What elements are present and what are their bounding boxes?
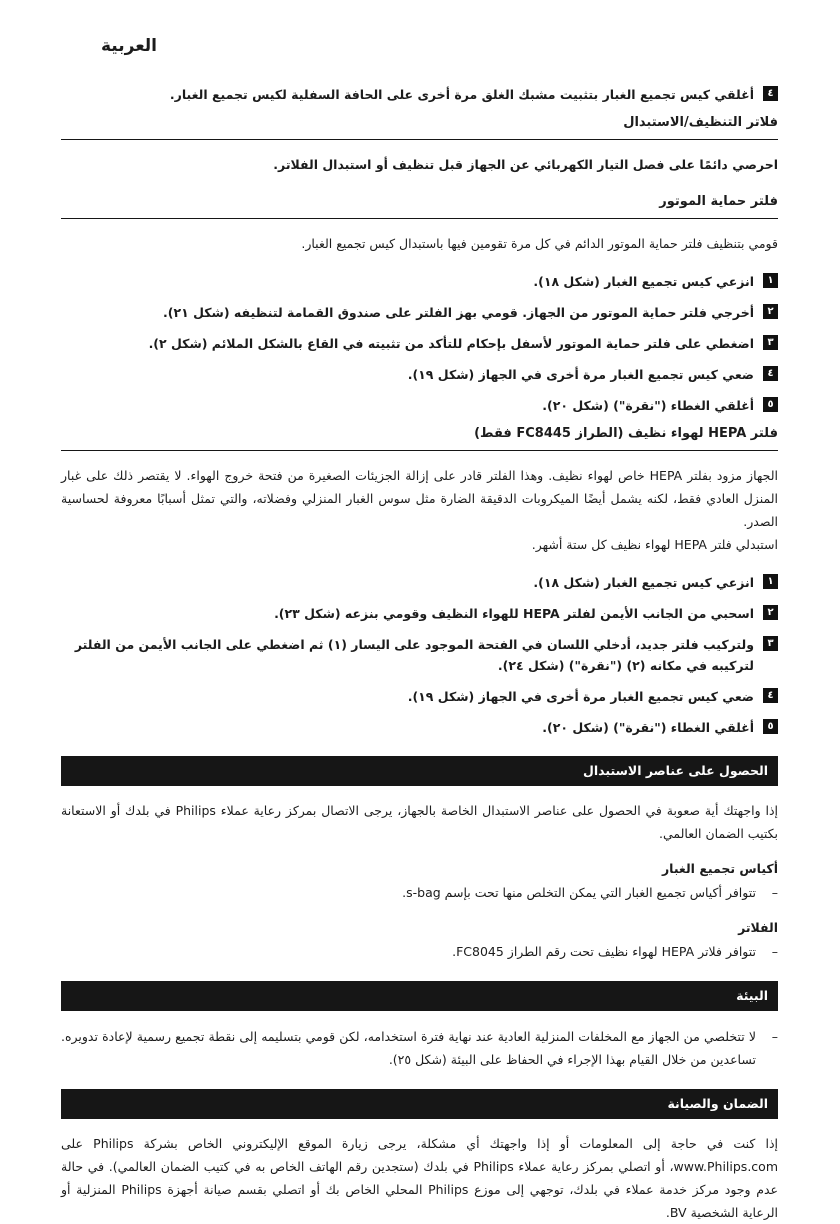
page-title: العربية <box>101 36 158 56</box>
step-item <box>61 686 778 707</box>
section-heading-hepa: فلتر HEPA لهواء نظيف (الطراز FC8445 فقط) <box>61 426 778 451</box>
dustbags-item <box>61 881 778 904</box>
step-text: اضغطي على فلتر حماية الموتور لأسفل بإحكام للتأكد من تثبيته في القاع بالشكل الملائم (شكل ٢). <box>148 336 754 351</box>
dash-item-text: لا تتخلصي من الجهاز مع المخلفات المنزلية العادية عند نهاية فترة استخدامه، لكن قومي بتسليمه إلى نقطة تجميع رسمية لإعادة تدويره. تساعدين من خلال القيام بهذا الإجراء في الحفاظ على البيئة (شكل ٢٥). <box>61 1029 756 1067</box>
step-item <box>61 271 778 292</box>
step-number-badge: ٤ <box>763 366 778 381</box>
step-text: ضعي كيس تجميع الغبار مرة أخرى في الجهاز (شكل ١٩). <box>407 367 754 382</box>
step-text: اسحبي من الجانب الأيمن لفلتر HEPA للهواء النظيف وقومي بنزعه (شكل ٢٣). <box>274 606 754 621</box>
step-text: أغلقي الغطاء ("نقرة") (شكل ٢٠). <box>542 720 754 735</box>
filters-item <box>61 940 778 963</box>
step-number-badge: ٤ <box>763 688 778 703</box>
dash-bullet: – <box>771 1029 778 1044</box>
bar-heading-environment: البيئة <box>61 981 778 1011</box>
step-number-badge: ٤ <box>763 86 778 101</box>
motor-filter-steps <box>61 271 778 416</box>
motor-filter-intro: قومي بتنظيف فلتر حماية الموتور الدائم في كل مرة تقومين فيها باستبدال كيس تجميع الغبار. <box>301 236 778 251</box>
step-text: انزعي كيس تجميع الغبار (شكل ١٨). <box>533 575 754 590</box>
step-text: انزعي كيس تجميع الغبار (شكل ١٨). <box>533 274 754 289</box>
step-item <box>61 302 778 323</box>
step-number-badge: ٣ <box>763 636 778 651</box>
section-heading-filters: فلاتر التنظيف/الاستبدال <box>61 115 778 140</box>
bar-heading-replacement: الحصول على عناصر الاستبدال <box>61 756 778 786</box>
dash-item-text: تتوافر أكياس تجميع الغبار التي يمكن التخلص منها تحت بإسم s-bag. <box>402 885 756 900</box>
step-item <box>61 333 778 354</box>
dash-item-text: تتوافر فلاتر HEPA لهواء نظيف تحت رقم الطراز FC8045. <box>452 944 756 959</box>
dash-bullet: – <box>771 885 778 900</box>
dash-bullet: – <box>771 944 778 959</box>
step-text: ضعي كيس تجميع الغبار مرة أخرى في الجهاز (شكل ١٩). <box>407 689 754 704</box>
replacement-intro: إذا واجهتك أية صعوبة في الحصول على عناصر الاستبدال الخاصة بالجهاز، يرجى الاتصال بمركز رعاية عملاء Philips في بلدك أو الاستعانة بكتيب الضمان العالمي. <box>61 803 778 841</box>
step-item <box>61 395 778 416</box>
hepa-steps <box>61 572 778 738</box>
bar-heading-guarantee: الضمان والصيانة <box>61 1089 778 1119</box>
step-number-badge: ٢ <box>763 304 778 319</box>
hepa-replace-note: استبدلي فلتر HEPA لهواء نظيف كل ستة أشهر. <box>531 537 778 552</box>
hepa-description: الجهاز مزود بفلتر HEPA خاص لهواء نظيف. وهذا الفلتر قادر على إزالة الجزيئات الصغيرة من فتحة خروج الهواء. لا يقتصر ذلك على غبار المنزل العادي فقط، لكنه يشمل أيضًا الميكروبات الدقيقة الضارة مثل سوس الغبار المنزلي وفضلاته، والتي تمثل أسبابًا معروفة لحساسية الصدر. <box>61 468 778 529</box>
step-item <box>61 84 778 105</box>
step-number-badge: ١ <box>763 273 778 288</box>
step-number-badge: ٢ <box>763 605 778 620</box>
step-item <box>61 634 778 676</box>
step-item <box>61 572 778 593</box>
step-number-badge: ٥ <box>763 719 778 734</box>
step-item <box>61 603 778 624</box>
step-item <box>61 364 778 385</box>
subheading-dustbags: أكياس تجميع الغبار <box>661 861 778 876</box>
subheading-filters: الفلاتر <box>738 920 778 935</box>
guarantee-text: إذا كنت في حاجة إلى المعلومات أو إذا واجهتك أي مشكلة، يرجى زيارة الموقع الإليكتروني الخاص بشركة Philips على www.Philips.com، أو اتصلي بمركز رعاية عملاء Philips في بلدك (ستجدين رقم الهاتف الخاص به في كتيب الضمان العالمي). في حالة عدم وجود مركز خدمة عملاء في بلدك، توجهي إلى موزع Philips المحلي الخاص بك أو اتصلي بقسم صيانة أجهزة Philips المنزلية أو الرعاية الشخصية BV. <box>61 1136 778 1220</box>
step-item <box>61 717 778 738</box>
filters-warning-text: احرصي دائمًا على فصل التيار الكهربائي عن الجهاز قبل تنظيف أو استبدال الفلاتر. <box>273 157 778 172</box>
step-number-badge: ٥ <box>763 397 778 412</box>
step-text: أغلقي كيس تجميع الغبار بتثبيت مشبك الغلق مرة أخرى على الحافة السفلية لكيس تجميع الغبار. <box>169 87 754 102</box>
step-text: ولتركيب فلتر جديد، أدخلي اللسان في الفتحة الموجود على اليسار (١) ثم اضغطي على الجانب الأيمن من الفلتر لتركيبه في مكانه (٢) ("نقرة") (شكل ٢٤). <box>74 637 754 673</box>
step-number-badge: ١ <box>763 574 778 589</box>
step-number-badge: ٣ <box>763 335 778 350</box>
section-heading-motor-filter: فلتر حماية الموتور <box>61 194 778 219</box>
step-text: أغلقي الغطاء ("نقرة") (شكل ٢٠). <box>542 398 754 413</box>
environment-item <box>61 1025 778 1071</box>
step-text: أخرجي فلتر حماية الموتور من الجهاز. قومي بهز الفلتر على صندوق القمامة لتنظيفه (شكل ٢١). <box>163 305 754 320</box>
